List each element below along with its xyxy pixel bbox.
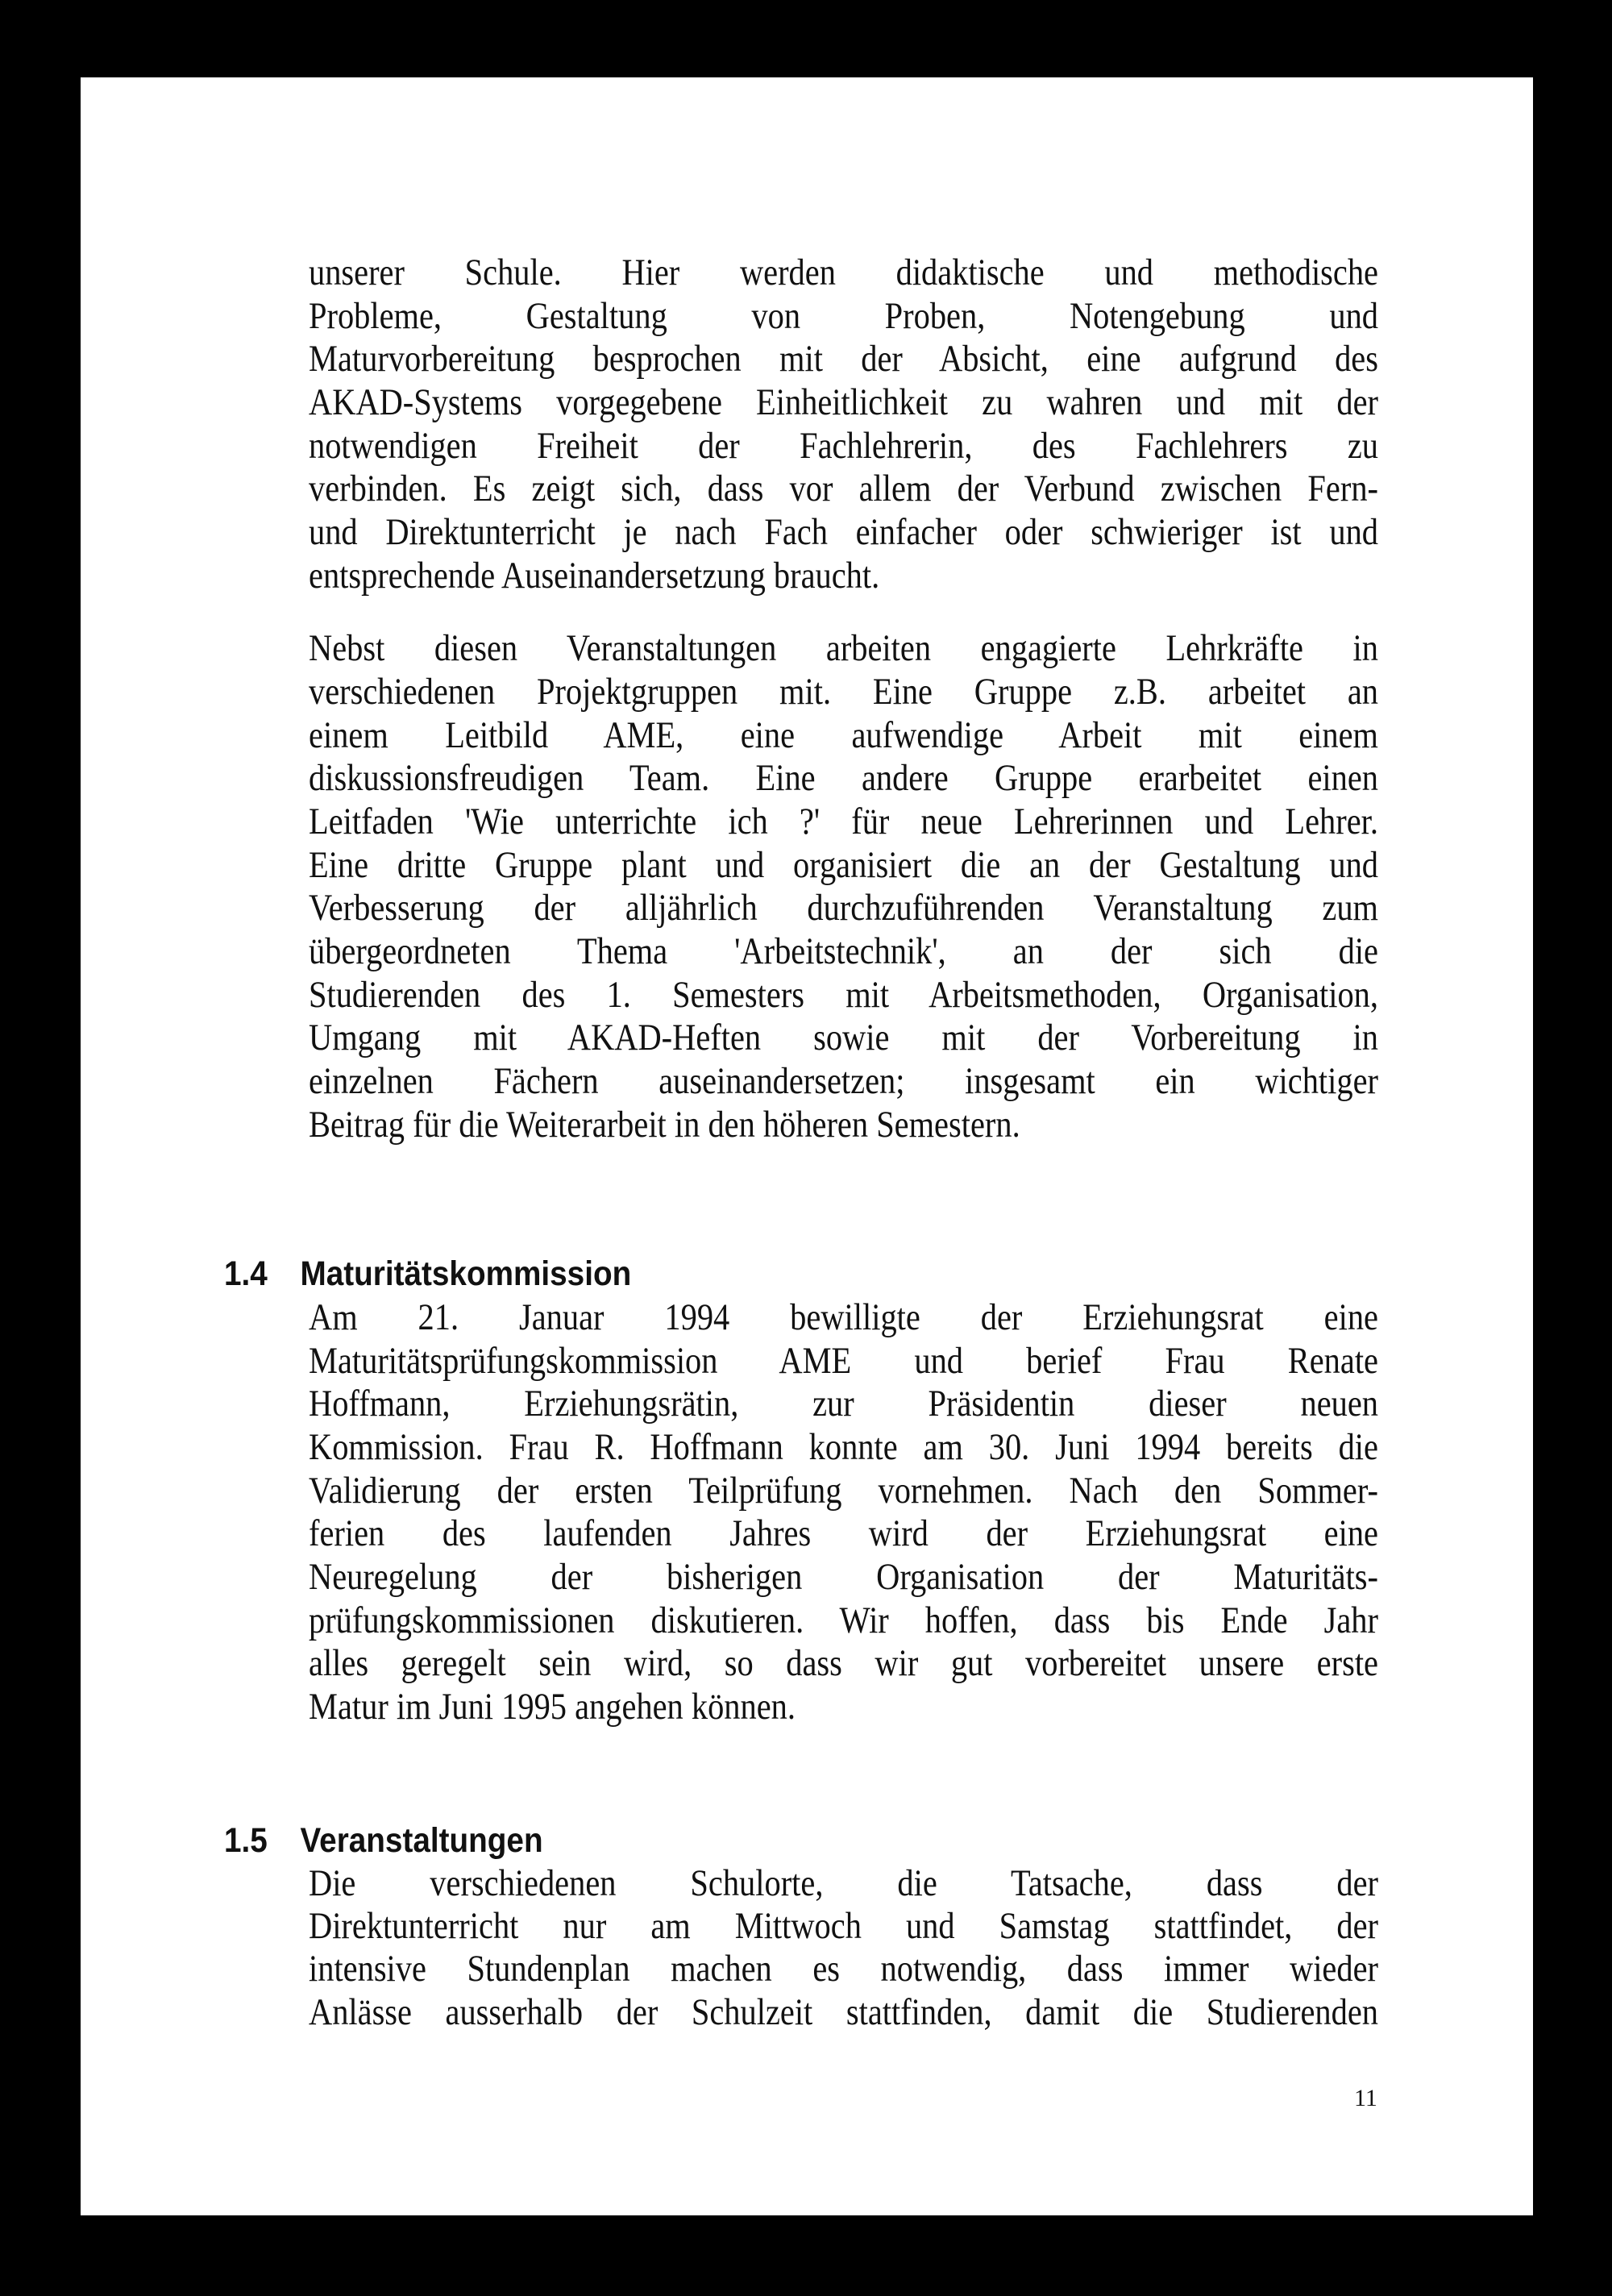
text-line: Maturitätsprüfungskommission AME und berief Frau Renate — [309, 1340, 1378, 1382]
section-title: Maturitätskommission — [300, 1254, 632, 1293]
text-line: notwendigen Freiheit der Fachlehrerin, des Fachlehrers zu — [309, 425, 1378, 467]
text-line: Am 21. Januar 1994 bewilligte der Erziehungsrat eine — [309, 1296, 1378, 1338]
text-line: Hoffmann, Erziehungsrätin, zur Präsidentin dieser neuen — [309, 1383, 1378, 1425]
text-line: Beitrag für die Weiterarbeit in den höheren Semestern. — [309, 1104, 1020, 1146]
section-heading — [224, 1819, 543, 1862]
document-page — [81, 77, 1533, 2215]
text-line: Leitfaden 'Wie unterrichte ich ?' für neue Lehrerinnen und Lehrer. — [309, 801, 1378, 842]
text-line: Matur im Juni 1995 angehen können. — [309, 1686, 796, 1728]
text-line: ferien des laufenden Jahres wird der Erziehungsrat eine — [309, 1512, 1378, 1554]
text-line: Umgang mit AKAD-Heften sowie mit der Vorbereitung in — [309, 1017, 1378, 1059]
text-line: Neuregelung der bisherigen Organisation der Maturitäts- — [309, 1556, 1378, 1598]
text-line: Kommission. Frau R. Hoffmann konnte am 30. Juni 1994 bereits die — [309, 1426, 1378, 1468]
text-line: diskussionsfreudigen Team. Eine andere Gruppe erarbeitet einen — [309, 757, 1378, 799]
text-line: Nebst diesen Veranstaltungen arbeiten engagierte Lehrkräfte in — [309, 627, 1378, 669]
text-line: AKAD-Systems vorgegebene Einheitlichkeit zu wahren und mit der — [309, 381, 1378, 423]
section-heading — [224, 1252, 631, 1296]
text-line: prüfungskommissionen diskutieren. Wir hoffen, dass bis Ende Jahr — [309, 1599, 1378, 1641]
text-line: und Direktunterricht je nach Fach einfacher oder schwieriger ist und — [309, 511, 1378, 553]
text-line: Die verschiedenen Schulorte, die Tatsache, dass der — [309, 1862, 1378, 1904]
page-number: 11 — [1354, 2085, 1377, 2111]
text-line: intensive Stundenplan machen es notwendig, dass immer wieder — [309, 1948, 1378, 1990]
text-line: einzelnen Fächern auseinandersetzen; insgesamt ein wichtiger — [309, 1060, 1378, 1102]
text-line: Anlässe ausserhalb der Schulzeit stattfinden, damit die Studierenden — [309, 1991, 1378, 2033]
section-number: 1.5 — [224, 1821, 268, 1860]
text-line: Probleme, Gestaltung von Proben, Notengebung und — [309, 295, 1378, 337]
text-line: Maturvorbereitung besprochen mit der Absicht, eine aufgrund des — [309, 338, 1378, 380]
text-line: Direktunterricht nur am Mittwoch und Samstag stattfindet, der — [309, 1905, 1378, 1947]
text-line: verbinden. Es zeigt sich, dass vor allem der Verbund zwischen Fern- — [309, 468, 1378, 510]
text-line: alles geregelt sein wird, so dass wir gut vorbereitet unsere erste — [309, 1642, 1378, 1684]
text-line: übergeordneten Thema 'Arbeitstechnik', an der sich die — [309, 930, 1378, 972]
text-line: unserer Schule. Hier werden didaktische und methodische — [309, 252, 1378, 293]
text-line: entsprechende Auseinandersetzung braucht. — [309, 555, 880, 597]
text-line: Verbesserung der alljährlich durchzuführenden Veranstaltung zum — [309, 887, 1378, 929]
text-line: Eine dritte Gruppe plant und organisiert die an der Gestaltung und — [309, 844, 1378, 886]
text-line: Studierenden des 1. Semesters mit Arbeitsmethoden, Organisation, — [309, 974, 1378, 1016]
text-line: Validierung der ersten Teilprüfung vornehmen. Nach den Sommer- — [309, 1470, 1378, 1512]
section-number: 1.4 — [224, 1254, 268, 1293]
text-line: verschiedenen Projektgruppen mit. Eine Gruppe z.B. arbeitet an — [309, 671, 1378, 713]
section-title: Veranstaltungen — [300, 1821, 543, 1860]
text-line: einem Leitbild AME, eine aufwendige Arbeit mit einem — [309, 714, 1378, 756]
